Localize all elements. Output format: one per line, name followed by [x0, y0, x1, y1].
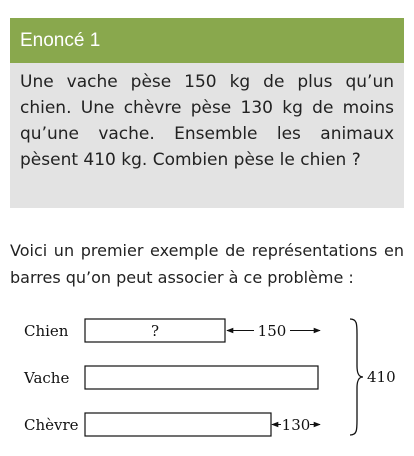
bar-chien-unknown: ? [150, 322, 160, 340]
bar-model-diagram [0, 310, 414, 456]
total-label: 410 [367, 368, 396, 386]
row-label-chevre: Chèvre [24, 416, 79, 434]
row-label-vache: Vache [24, 369, 70, 387]
exercise-title: Enoncé 1 [10, 18, 404, 63]
exercise-card [10, 18, 404, 208]
row-label-chien: Chien [24, 322, 69, 340]
exercise-statement: Une vache pèse 150 kg de plus qu’un chien. Une chèvre pèse 130 kg de moins qu’une vache. Ensemble les animaux pèsent 410 kg. Combien pèse le chien ? [20, 72, 394, 170]
bar-model-svg [0, 310, 414, 456]
annotation-150: 150 [257, 322, 287, 340]
intro-paragraph: Voici un premier exemple de représentations en barres qu’on peut associer à ce problème : [10, 241, 404, 287]
bar-chevre [85, 413, 271, 436]
annotation-130: 130 [281, 416, 311, 434]
bar-vache [85, 366, 318, 389]
total-brace [350, 319, 363, 435]
